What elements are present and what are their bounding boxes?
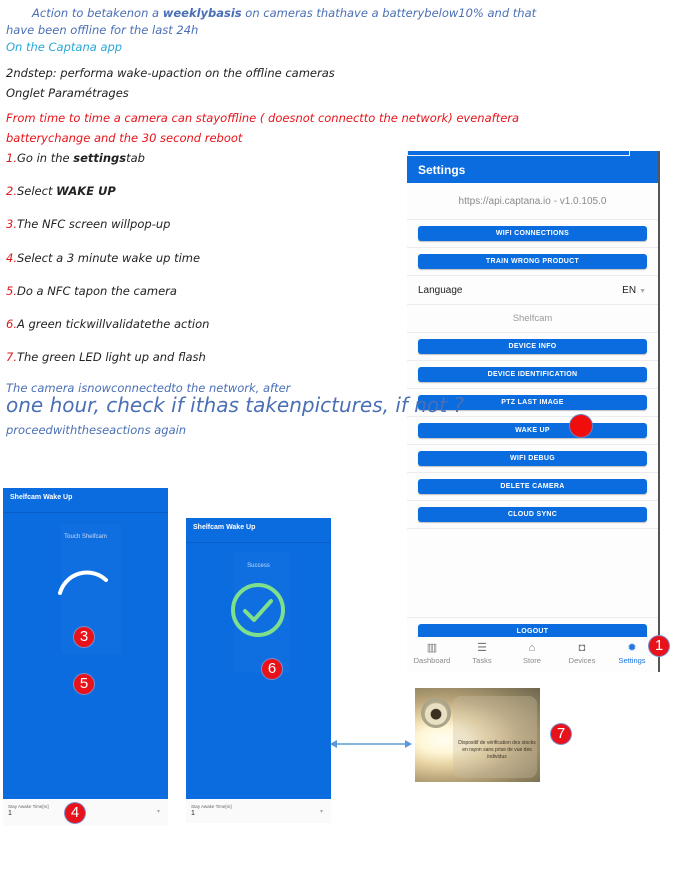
cloud-sync-row (407, 501, 658, 529)
wake-up-title: Shelfcam Wake Up (186, 518, 331, 543)
loading-spinner-icon (55, 566, 115, 606)
bar-chart-icon: ▥ (426, 642, 438, 654)
instruction-text: Go in the (16, 151, 74, 165)
instruction-number: 5. (6, 284, 17, 298)
instruction-1 (6, 151, 145, 165)
api-version: https://api.captana.io - v1.0.105.0 (407, 183, 658, 220)
instruction-text: Select (16, 184, 57, 198)
instruction-number: 1. (6, 151, 17, 165)
nav-label: Settings (618, 656, 646, 665)
intro-text: Action to betakenon a (32, 6, 163, 20)
label-plate (453, 696, 537, 778)
instruction-3 (6, 217, 170, 231)
instruction-text: Do a NFC tapon the camera (16, 284, 177, 298)
instruction-text: The green LED light up and flash (16, 350, 206, 364)
device-identification-row (407, 361, 658, 389)
train-wrong-product-button[interactable]: TRAIN WRONG PRODUCT (418, 254, 647, 269)
wake-up-touch-screen (3, 488, 168, 826)
double-arrow-icon (330, 738, 412, 750)
header-outline (407, 151, 630, 156)
instruction-number: 6. (6, 317, 17, 331)
wake-up-row (407, 417, 658, 445)
wifi-debug-button[interactable]: WIFI DEBUG (418, 451, 647, 466)
instruction-text: A green tickwillvalidatethe action (16, 317, 210, 331)
wake-up-title: Shelfcam Wake Up (3, 488, 168, 513)
bottom-nav (407, 637, 658, 672)
nav-dashboard[interactable] (407, 640, 457, 665)
instruction-bold: settings (73, 151, 127, 165)
settings-title: Settings (407, 151, 658, 183)
warning-line-2: batterychange and the 30 second reboot (6, 131, 243, 145)
nav-label: Tasks (472, 656, 492, 665)
stay-awake-label: Stay Awake Time[m] (8, 804, 49, 809)
instruction-bold: WAKE UP (56, 184, 116, 198)
wake-up-success-screen (186, 518, 331, 823)
instruction-number: 3. (6, 217, 17, 231)
step-subtitle: Onglet Paramétrages (6, 86, 129, 100)
store-icon: ⌂ (528, 642, 536, 654)
step-badge-5: 5 (74, 674, 94, 694)
intro-line-2: have been offline for the last 24h (6, 23, 199, 37)
device-info-row (407, 333, 658, 361)
list-icon: ☰ (477, 642, 487, 654)
chevron-down-icon: ▼ (639, 288, 646, 295)
camera-lens (421, 698, 451, 728)
intro-line-1 (32, 6, 536, 20)
instruction-number: 2. (6, 184, 17, 198)
instruction-7 (6, 350, 206, 364)
intro-bold: weeklybasis (162, 6, 242, 20)
nav-devices[interactable] (557, 640, 607, 665)
device-identification-button[interactable]: DEVICE IDENTIFICATION (418, 367, 647, 382)
intro-text-post: on cameras thathave a batterybelow10% and that (241, 6, 537, 20)
language-value: EN (622, 285, 637, 296)
instruction-6 (6, 317, 209, 331)
gear-icon: ✹ (627, 642, 637, 654)
delete-camera-button[interactable]: DELETE CAMERA (418, 479, 647, 494)
camera-led-photo (415, 688, 540, 782)
language-row[interactable] (407, 276, 658, 305)
step-badge-3: 3 (74, 627, 94, 647)
instruction-5 (6, 284, 177, 298)
step-badge-1: 1 (649, 636, 669, 656)
camera-label-text: Dispositif de vérification des stocks en rayon sans prise de vue des individus (458, 740, 536, 760)
instruction-text-post: tab (126, 151, 145, 165)
instruction-number: 7. (6, 350, 17, 364)
app-line: On the Captana app (6, 40, 123, 54)
step-title: 2ndstep: performa wake-upaction on the offline cameras (6, 66, 335, 80)
success-check-icon (230, 582, 286, 638)
stay-awake-value: 1 (191, 810, 195, 817)
wifi-connections-row (407, 220, 658, 248)
chevron-down-icon: ▾ (156, 809, 160, 815)
instruction-2 (6, 184, 116, 198)
stay-awake-field[interactable] (186, 799, 331, 823)
stay-awake-field[interactable] (3, 799, 168, 826)
conclusion-line-2: one hour, check if ithas takenpictures, if not ? (6, 393, 465, 417)
instruction-text: Select a 3 minute wake up time (16, 251, 201, 265)
language-label: Language (418, 285, 463, 296)
conclusion-line-3: proceedwiththeseactions again (6, 423, 187, 437)
chevron-down-icon: ▾ (319, 809, 323, 815)
conclusion-line-1: The camera isnowconnectedto the network, after (6, 381, 291, 395)
success-message: Success (247, 563, 270, 569)
instruction-4 (6, 251, 200, 265)
ptz-last-image-button[interactable]: PTZ LAST IMAGE (418, 395, 647, 410)
wifi-connections-button[interactable]: WIFI CONNECTIONS (418, 226, 647, 241)
instruction-text: The NFC screen willpop-up (16, 217, 171, 231)
nav-store[interactable] (507, 640, 557, 665)
logout-button[interactable]: LOGOUT (418, 624, 647, 639)
camera-icon: ◘ (578, 642, 586, 654)
stay-awake-value: 1 (8, 810, 12, 817)
empty-space (407, 529, 658, 618)
tap-indicator (570, 415, 592, 437)
step-badge-7: 7 (551, 724, 571, 744)
nav-label: Dashboard (413, 656, 451, 665)
step-badge-6: 6 (262, 659, 282, 679)
nav-tasks[interactable] (457, 640, 507, 665)
stay-awake-label: Stay Awake Time[m] (191, 804, 232, 809)
cloud-sync-button[interactable]: CLOUD SYNC (418, 507, 647, 522)
wake-up-button[interactable]: WAKE UP (418, 423, 647, 438)
wifi-debug-row (407, 445, 658, 473)
warning-line-1: From time to time a camera can stayoffline ( doesnot connectto the network) evenaftera (6, 111, 520, 125)
train-wrong-product-row (407, 248, 658, 276)
language-select[interactable] (622, 285, 646, 296)
step-badge-4: 4 (65, 803, 85, 823)
nav-label: Devices (568, 656, 596, 665)
device-info-button[interactable]: DEVICE INFO (418, 339, 647, 354)
shelfcam-section: Shelfcam (407, 305, 658, 333)
delete-camera-row (407, 473, 658, 501)
nav-label: Store (523, 656, 541, 665)
touch-message: Touch Shelfcam (64, 534, 107, 540)
instruction-number: 4. (6, 251, 17, 265)
